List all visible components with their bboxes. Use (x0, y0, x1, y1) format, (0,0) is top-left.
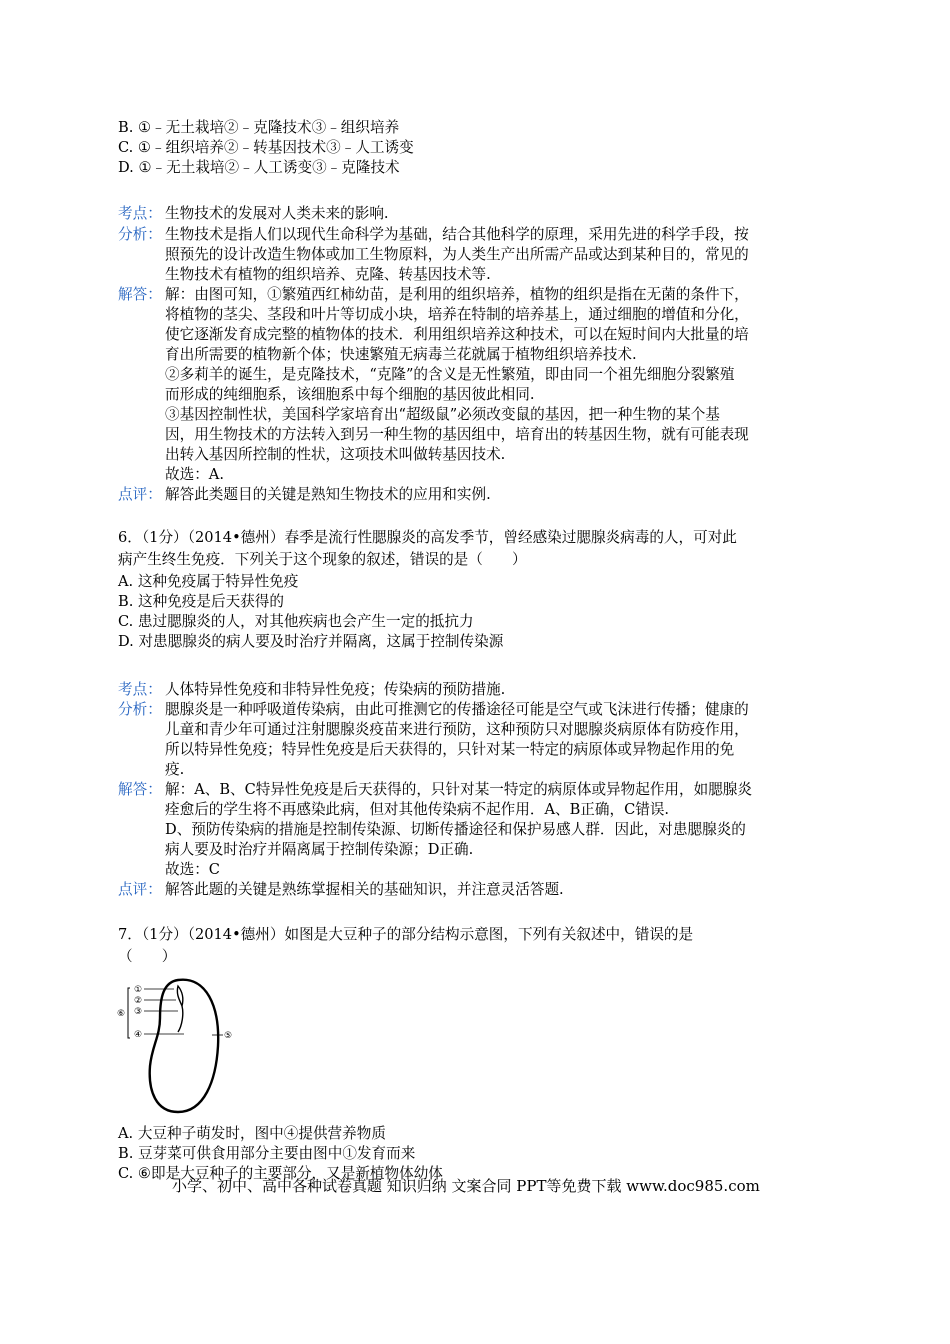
q6-jieda-line: D、预防传染病的措施是控制传染源、切断传播途径和保护易感人群．因此，对患腮腺炎的 (165, 821, 746, 838)
q5-option-b: B. ①﹣无土栽培②﹣克隆技术③﹣组织培养 (118, 119, 400, 136)
q5-jieda-line: 出转入基因所控制的性状，这项技术叫做转基因技术. (165, 446, 506, 463)
q6-stem-line: 病产生终生免疫．下列关于这个现象的叙述，错误的是（ ） (118, 551, 527, 568)
q5-jieda-line: 育出所需要的植物新个体；快速繁殖无病毒兰花就属于植物组织培养技术. (165, 346, 637, 363)
q5-dianping-text: 解答此类题目的关键是熟知生物技术的应用和实例. (165, 486, 491, 503)
q7-stem-line: （ ） (118, 948, 177, 965)
q5-fenxi-label: 分析： (118, 226, 162, 243)
q5-jieda-line: ③基因控制性状，美国科学家培育出“超级鼠”必须改变鼠的基因，把一种生物的某个基 (165, 406, 720, 423)
q6-fenxi-label: 分析： (118, 701, 162, 718)
q7-stem-line: 7．（1分）（2014•德州）如图是大豆种子的部分结构示意图，下列有关叙述中，错误的是 (118, 926, 694, 943)
q6-fenxi-line: 疫. (165, 761, 185, 778)
q6-kaodian-label: 考点： (118, 681, 162, 698)
q6-fenxi-line: 所以特异性免疫；特异性免疫是后天获得的，只针对某一特定的病原体或异物起作用的免 (165, 741, 735, 758)
q6-jieda-line: 病人要及时治疗并隔离属于控制传染源；D正确. (165, 841, 474, 858)
q6-dianping-label: 点评： (118, 881, 162, 898)
q5-jieda-line: 解：由图可知，①繁殖西红柿幼苗，是利用的组织培养，植物的组织是指在无菌的条件下， (165, 286, 749, 303)
q6-stem-line: 6．（1分）（2014•德州）春季是流行性腮腺炎的高发季节，曾经感染过腮腺炎病毒的人，可对此 (118, 529, 737, 546)
q5-jieda-label: 解答： (118, 286, 162, 303)
plumule-shape (177, 986, 182, 1006)
q6-jieda-line: 解：A、B、C特异性免疫是后天获得的，只针对某一特定的病原体或异物起作用，如腮腺炎 (165, 781, 752, 798)
q6-jieda-line: 痊愈后的学生将不再感染此病，但对其他传染病不起作用．A、B正确，C错误. (165, 801, 670, 818)
label-two: ② (134, 996, 143, 1006)
label-four: ④ (134, 1030, 143, 1040)
q5-jieda-line: 而形成的纯细胞系，该细胞系中每个细胞的基因彼此相同. (165, 386, 535, 403)
q5-option-d: D. ①﹣无土栽培②﹣人工诱变③﹣克隆技术 (118, 159, 400, 176)
seed-outline (150, 980, 218, 1112)
footer-text: 小学、初中、高中各种试卷真题 知识归纳 文案合同 PPT等免费下载 www.doc985.com (172, 1177, 760, 1195)
q6-fenxi-line: 腮腺炎是一种呼吸道传染病，由此可推测它的传播途径可能是空气或飞沫进行传播；健康的 (165, 701, 749, 718)
q6-jieda-line: 故选：C (165, 861, 220, 878)
q5-jieda-line: 将植物的茎尖、茎段和叶片等切成小块，培养在特制的培养基上，通过细胞的增值和分化， (165, 306, 749, 323)
q5-fenxi-line: 生物技术有植物的组织培养、克隆、转基因技术等. (165, 266, 491, 283)
q5-fenxi-line: 生物技术是指人们以现代生命科学为基础，结合其他科学的原理，采用先进的科学手段，按 (165, 226, 749, 243)
q5-kaodian-text: 生物技术的发展对人类未来的影响. (165, 205, 389, 222)
soybean-seed-diagram (116, 966, 234, 1116)
q6-dianping-text: 解答此题的关键是熟练掌握相关的基础知识，并注意灵活答题. (165, 881, 564, 898)
q6-option-b: B. 这种免疫是后天获得的 (118, 593, 284, 610)
label-one: ① (134, 985, 143, 995)
label-five: ⑤ (224, 1031, 233, 1041)
q5-fenxi-line: 照预先的设计改造生物体或加工生物原料，为人类生产出所需产品或达到某种目的，常见的 (165, 246, 749, 263)
q7-option-c: C. ⑥即是大豆种子的主要部分，又是新植物体幼体 (118, 1165, 443, 1182)
q7-option-b: B. 豆芽菜可供食用部分主要由图中①发育而来 (118, 1145, 416, 1162)
q5-jieda-line: 故选：A. (165, 466, 224, 483)
q6-option-d: D. 对患腮腺炎的病人要及时治疗并隔离，这属于控制传染源 (118, 633, 504, 650)
q5-jieda-line: 因，用生物技术的方法转入到另一种生物的基因组中，培育出的转基因生物，就有可能表现 (165, 426, 749, 443)
radicle-shape (178, 1006, 183, 1032)
q5-kaodian-label: 考点： (118, 205, 162, 222)
q5-dianping-label: 点评： (118, 486, 162, 503)
label-three: ③ (134, 1007, 143, 1017)
label-six: ⑥ (117, 1009, 126, 1019)
q5-jieda-line: 使它逐渐发育成完整的植物体的技术．利用组织培养这种技术，可以在短时间内大批量的培 (165, 326, 749, 343)
q6-fenxi-line: 儿童和青少年可通过注射腮腺炎疫苗来进行预防，这种预防只对腮腺炎病原体有防疫作用， (165, 721, 749, 738)
q6-option-a: A. 这种免疫属于特异性免疫 (118, 573, 299, 590)
bracket-six (128, 988, 130, 1038)
q6-kaodian-text: 人体特异性免疫和非特异性免疫；传染病的预防措施. (165, 681, 506, 698)
q5-jieda-line: ②多莉羊的诞生，是克隆技术，“克隆”的含义是无性繁殖，即由同一个祖先细胞分裂繁殖 (165, 366, 735, 383)
q6-jieda-label: 解答： (118, 781, 162, 798)
q5-option-c: C. ①﹣组织培养②﹣转基因技术③﹣人工诱变 (118, 139, 414, 156)
q7-option-a: A. 大豆种子萌发时，图中④提供营养物质 (118, 1125, 386, 1142)
q6-option-c: C. 患过腮腺炎的人，对其他疾病也会产生一定的抵抗力 (118, 613, 474, 630)
